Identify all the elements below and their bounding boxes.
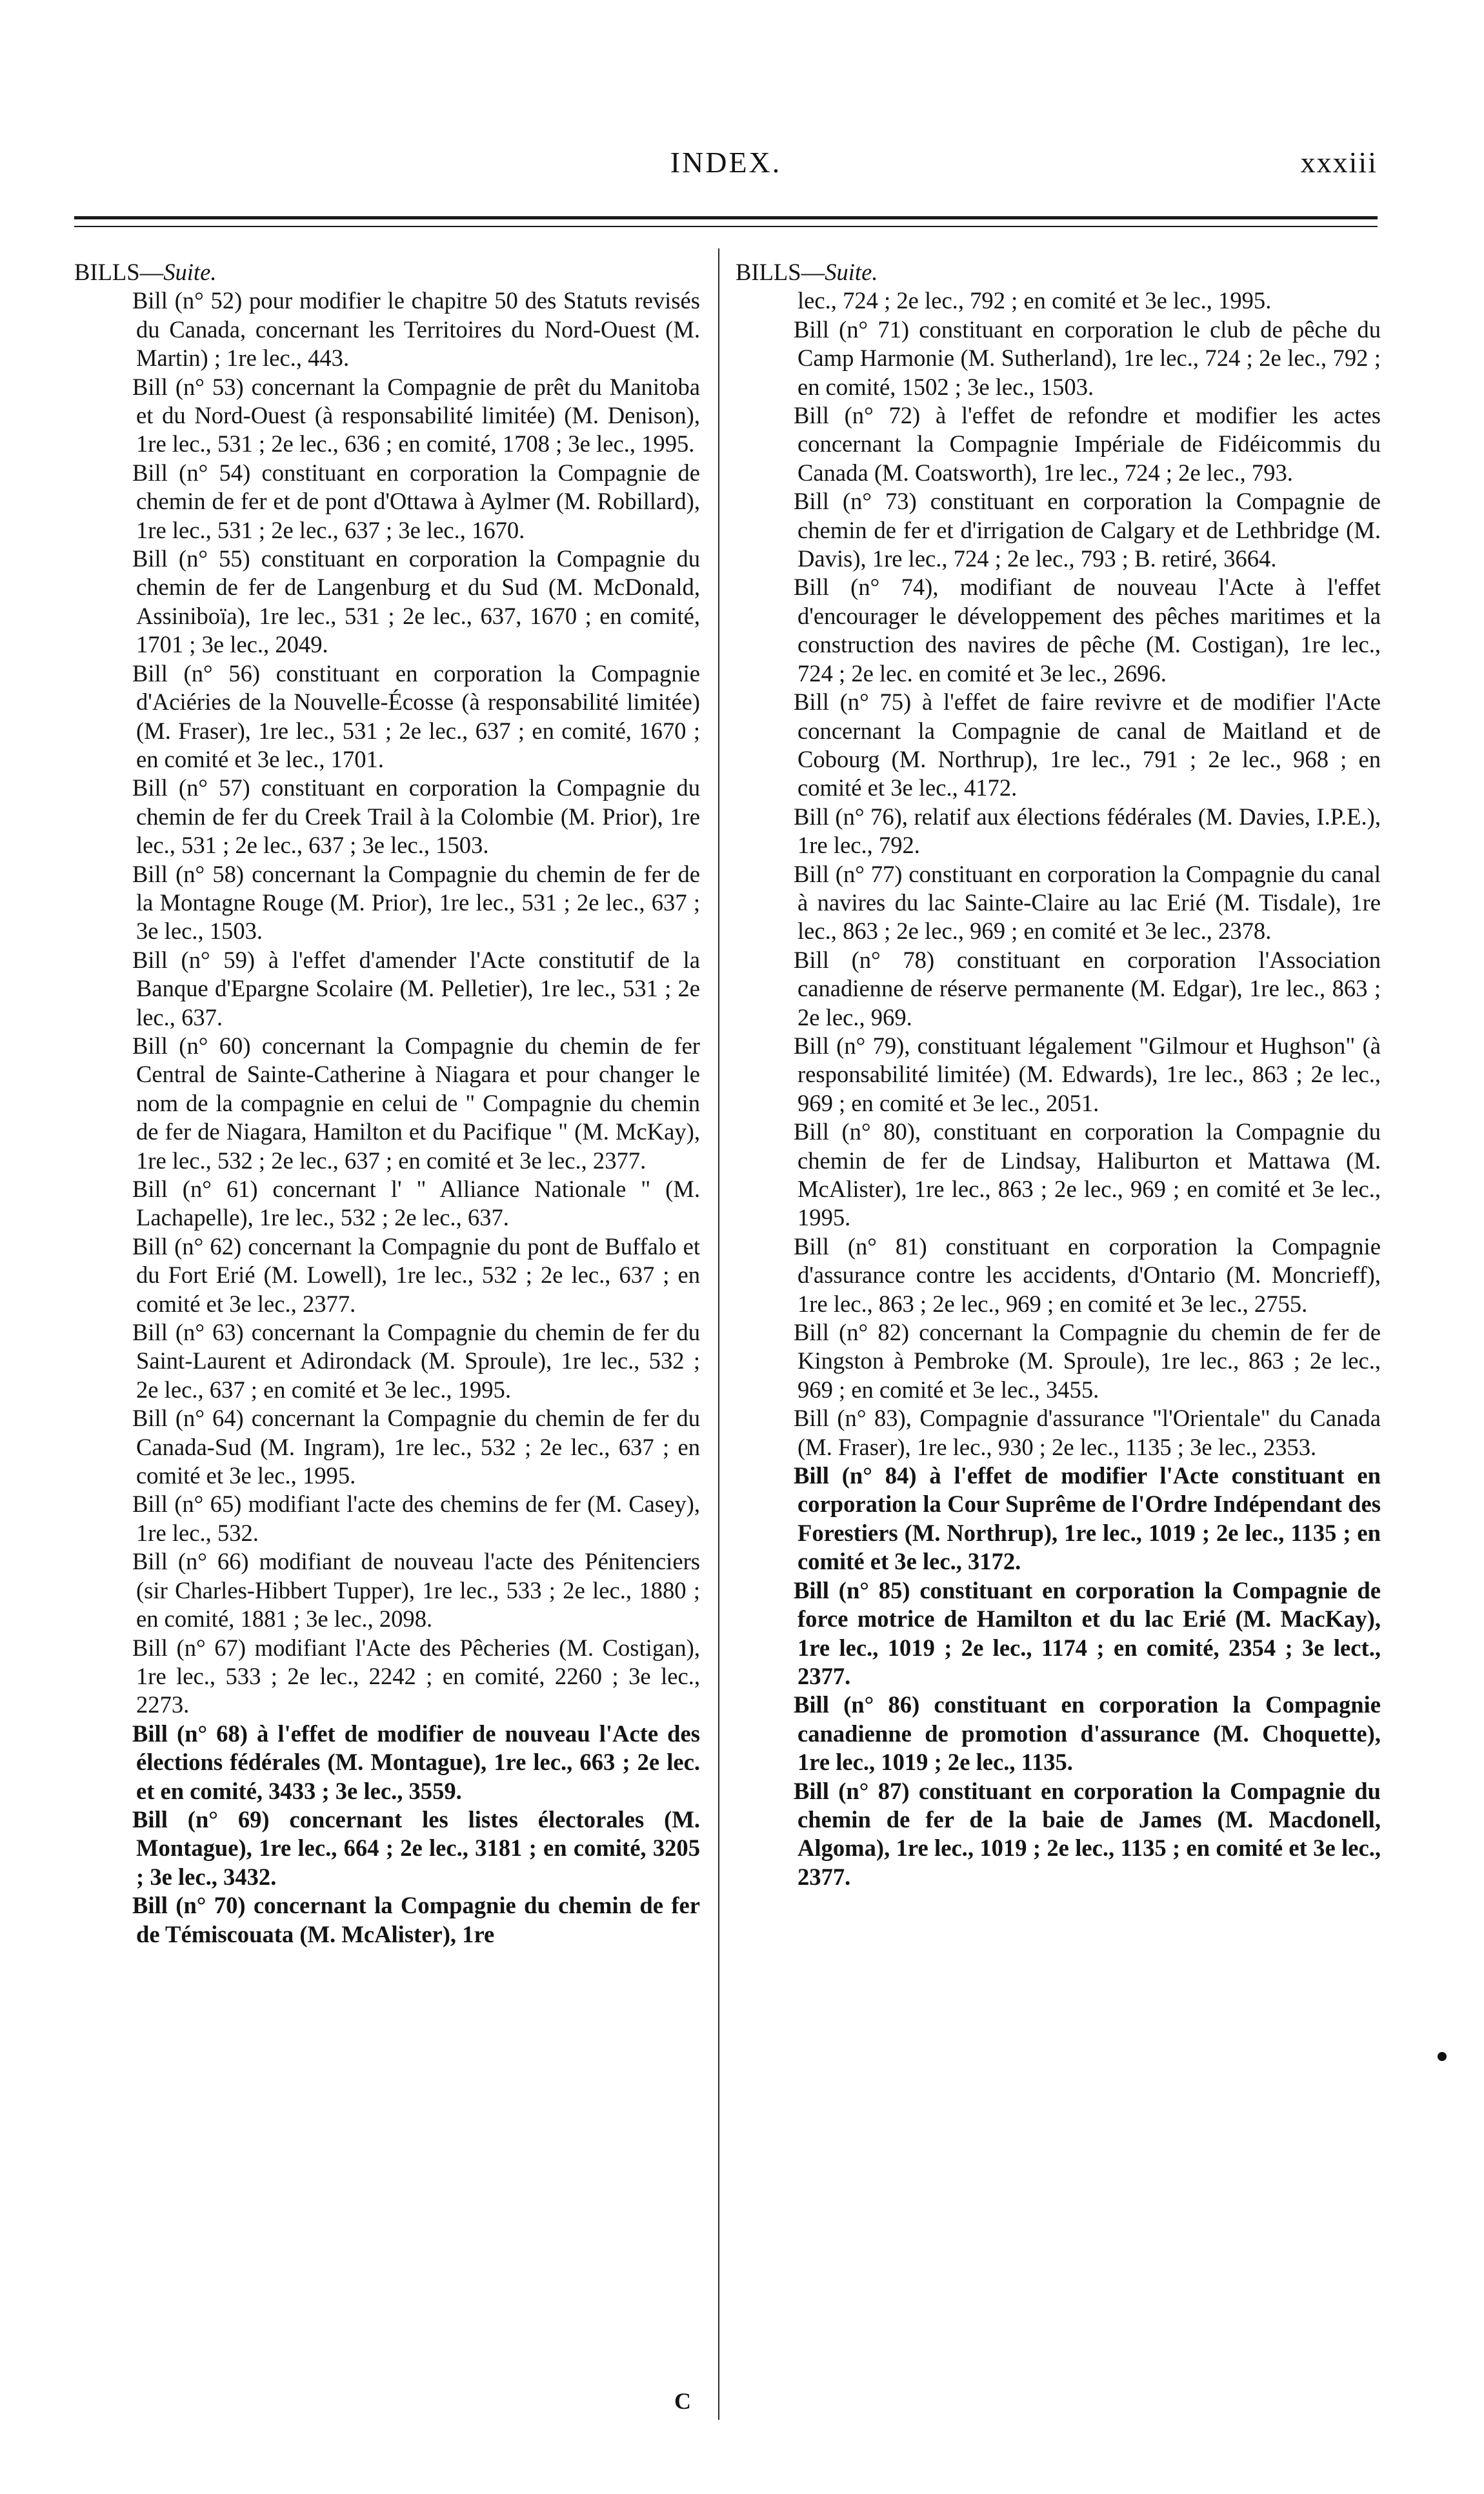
index-entry: Bill (n° 87) constituant en corporation la Compagnie du chemin de fer de la baie de James (M. Macdonell, Algoma), 1re lec., 1019 ; 2e lec., 1135 ; en comité et 3e lec., 2377. — [794, 1777, 1381, 1890]
index-entry: Bill (n° 78) constituant en corporation l'Association canadienne de réserve permanente (M. Edgar), 1re lec., 863 ; 2e lec., 969. — [794, 946, 1381, 1031]
index-entry: Bill (n° 72) à l'effet de refondre et modifier les actes concernant la Compagnie Impériale de Fidéicommis du Canada (M. Coatsworth), 1re lec., 724 ; 2e lec., 793. — [794, 402, 1381, 486]
index-entry: Bill (n° 62) concernant la Compagnie du pont de Buffalo et du Fort Erié (M. Lowell), 1re lec., 532 ; 2e lec., 637 ; en comité et 3e lec., 2377. — [132, 1232, 700, 1317]
index-entry: Bill (n° 82) concernant la Compagnie du chemin de fer de Kingston à Pembroke (M. Sproule), 1re lec., 863 ; 2e lec., 969 ; en comité et 3e lec., 3455. — [794, 1319, 1381, 1403]
index-entry: Bill (n° 70) concernant la Compagnie du chemin de fer de Témiscouata (M. McAlister), 1re — [132, 1892, 700, 1947]
heading-text: BILLS— — [74, 259, 164, 285]
index-entry: Bill (n° 54) constituant en corporation la Compagnie de chemin de fer et de pont d'Ottawa à Aylmer (M. Robillard), 1re lec., 531 ; 2e lec., 637 ; 3e lec., 1670. — [132, 459, 700, 543]
ink-dot — [1438, 2052, 1447, 2061]
index-entry: Bill (n° 80), constituant en corporation la Compagnie du chemin de fer de Lindsay, Haliburton et Mattawa (M. McAlister), 1re lec., 863 ; 2e lec., 969 ; en comité et 3e lec., 1995. — [794, 1118, 1381, 1231]
index-entry: Bill (n° 57) constituant en corporation la Compagnie du chemin de fer du Creek Trail à la Colombie (M. Prior), 1re lec., 531 ; 2e lec., 637 ; 3e lec., 1503. — [132, 774, 700, 859]
index-entry: Bill (n° 66) modifiant de nouveau l'acte des Pénitenciers (sir Charles-Hibbert Tupper), 1re lec., 533 ; 2e lec., 1880 ; en comité, 1881 ; 3e lec., 2098. — [132, 1548, 700, 1633]
index-entry: Bill (n° 68) à l'effet de modifier de nouveau l'Acte des élections fédérales (M. Montague), 1re lec., 663 ; 2e lec. et en comité, 3433 ; 3e lec., 3559. — [132, 1720, 700, 1804]
index-entry: Bill (n° 58) concernant la Compagnie du chemin de fer de la Montagne Rouge (M. Prior), 1re lec., 531 ; 2e lec., 637 ; 3e lec., 1503. — [132, 860, 700, 945]
index-entry: Bill (n° 52) pour modifier le chapitre 50 des Statuts revisés du Canada, concernant les Territoires du Nord-Ouest (M. Martin) ; 1re lec., 443. — [132, 287, 700, 372]
index-entry: Bill (n° 55) constituant en corporation la Compagnie du chemin de fer de Langenburg et du Sud (M. McDonald, Assiniboïa), 1re lec., 531 ; 2e lec., 637, 1670 ; en comité, 1701 ; 3e lec., 2049. — [132, 545, 700, 658]
index-entry: Bill (n° 65) modifiant l'acte des chemins de fer (M. Casey), 1re lec., 532. — [132, 1491, 700, 1546]
index-entry: Bill (n° 76), relatif aux élections fédérales (M. Davies, I.P.E.), 1re lec., 792. — [794, 803, 1381, 859]
heading-suite: Suite. — [163, 259, 217, 285]
section-heading-left — [74, 258, 700, 287]
header-rule-thin — [74, 226, 1378, 227]
index-entry: Bill (n° 67) modifiant l'Acte des Pêcheries (M. Costigan), 1re lec., 533 ; 2e lec., 2242 ; en comité, 2260 ; 3e lec., 2273. — [132, 1634, 700, 1718]
index-entry: Bill (n° 79), constituant légalement "Gilmour et Hughson" (à responsabilité limitée) (M. Edwards), 1re lec., 863 ; 2e lec., 969 ; en comité et 3e lec., 2051. — [794, 1032, 1381, 1116]
entry-continuation: lec., 724 ; 2e lec., 792 ; en comité et 3e lec., 1995. — [797, 287, 1272, 314]
page-title: INDEX. — [670, 146, 782, 179]
index-entry: Bill (n° 86) constituant en corporation la Compagnie canadienne de promotion d'assurance (M. Choquette), 1re lec., 1019 ; 2e lec., 1135. — [794, 1691, 1381, 1776]
index-entry: Bill (n° 81) constituant en corporation la Compagnie d'assurance contre les accidents, d'Ontario (M. Moncrieff), 1re lec., 863 ; 2e lec., 969 ; en comité et 3e lec., 2755. — [794, 1232, 1381, 1317]
index-entry: Bill (n° 73) constituant en corporation la Compagnie de chemin de fer et d'irrigation de Calgary et de Lethbridge (M. Davis), 1re lec., 724 ; 2e lec., 793 ; B. retiré, 3664. — [794, 488, 1381, 572]
heading-suite: Suite. — [825, 259, 878, 285]
index-entry: Bill (n° 53) concernant la Compagnie de prêt du Manitoba et du Nord-Ouest (à responsabilité limitée) (M. Denison), 1re lec., 531 ; 2e lec., 636 ; en comité, 1708 ; 3e lec., 1995. — [132, 373, 700, 458]
heading-text: BILLS— — [736, 259, 825, 285]
header-rule-thick — [74, 216, 1378, 219]
index-entry: Bill (n° 77) constituant en corporation la Compagnie du canal à navires du lac Sainte-Claire au lac Erié (M. Tisdale), 1re lec., 863 ; 2e lec., 969 ; en comité et 3e lec., 2378. — [794, 860, 1381, 945]
index-entry: Bill (n° 63) concernant la Compagnie du chemin de fer du Saint-Laurent et Adirondack (M. Sproule), 1re lec., 532 ; 2e lec., 637 ; en comité et 3e lec., 1995. — [132, 1319, 700, 1403]
index-entry: Bill (n° 83), Compagnie d'assurance "l'Orientale" du Canada (M. Fraser), 1re lec., 930 ; 2e lec., 1135 ; 3e lec., 2353. — [794, 1405, 1381, 1460]
index-entry: Bill (n° 60) concernant la Compagnie du chemin de fer Central de Sainte-Catherine à Niagara et pour changer le nom de la compagnie en celui de " Compagnie du chemin de fer de Niagara, Hamilton et du Pacifique " (M. McKay), 1re lec., 532 ; 2e lec., 637 ; en comité et 3e lec., 2377. — [132, 1032, 700, 1174]
section-heading-right — [736, 258, 1381, 287]
right-column — [736, 258, 1381, 1891]
left-column — [74, 258, 700, 1949]
page-number: xxxiii — [1300, 146, 1378, 179]
index-entry: Bill (n° 84) à l'effet de modifier l'Acte constituant en corporation la Cour Suprême de l'Ordre Indépendant des Forestiers (M. Northrup), 1re lec., 1019 ; 2e lec., 1135 ; en comité et 3e lec., 3172. — [794, 1462, 1381, 1575]
index-entry: Bill (n° 71) constituant en corporation le club de pêche du Camp Harmonie (M. Sutherland), 1re lec., 724 ; 2e lec., 792 ; en comité, 1502 ; 3e lec., 1503. — [794, 316, 1381, 400]
index-entry: Bill (n° 64) concernant la Compagnie du chemin de fer du Canada-Sud (M. Ingram), 1re lec., 532 ; 2e lec., 637 ; en comité et 3e lec., 1995. — [132, 1405, 700, 1489]
index-entry: Bill (n° 59) à l'effet d'amender l'Acte constitutif de la Banque d'Epargne Scolaire (M. Pelletier), 1re lec., 531 ; 2e lec., 637. — [132, 946, 700, 1031]
index-entry: Bill (n° 69) concernant les listes électorales (M. Montague), 1re lec., 664 ; 2e lec., 3181 ; en comité, 3205 ; 3e lec., 3432. — [132, 1805, 700, 1890]
index-entry: Bill (n° 75) à l'effet de faire revivre et de modifier l'Acte concernant la Compagnie de canal de Maitland et de Cobourg (M. Northrup), 1re lec., 791 ; 2e lec., 968 ; en comité et 3e lec., 4172. — [794, 689, 1381, 801]
column-divider — [718, 248, 719, 2420]
index-entry: Bill (n° 56) constituant en corporation la Compagnie d'Aciéries de la Nouvelle-Écosse (à responsabilité limitée) (M. Fraser), 1re lec., 531 ; 2e lec., 637 ; en comité, 1670 ; en comité et 3e lec., 1701. — [132, 659, 700, 772]
running-head — [74, 145, 1378, 203]
index-entry: Bill (n° 61) concernant l' " Alliance Nationale " (M. Lachapelle), 1re lec., 532 ; 2e lec., 637. — [132, 1176, 700, 1231]
index-entry: Bill (n° 85) constituant en corporation la Compagnie de force motrice de Hamilton et du lac Erié (M. MacKay), 1re lec., 1019 ; 2e lec., 1174 ; en comité, 2354 ; 3e lect., 2377. — [794, 1576, 1381, 1689]
signature-mark: C — [674, 2388, 691, 2414]
index-entry: Bill (n° 74), modifiant de nouveau l'Acte à l'effet d'encourager le développement des pêches maritimes et la construction des navires de pêche (M. Costigan), 1re lec., 724 ; 2e lec. en comité et 3e lec., 2696. — [794, 574, 1381, 687]
